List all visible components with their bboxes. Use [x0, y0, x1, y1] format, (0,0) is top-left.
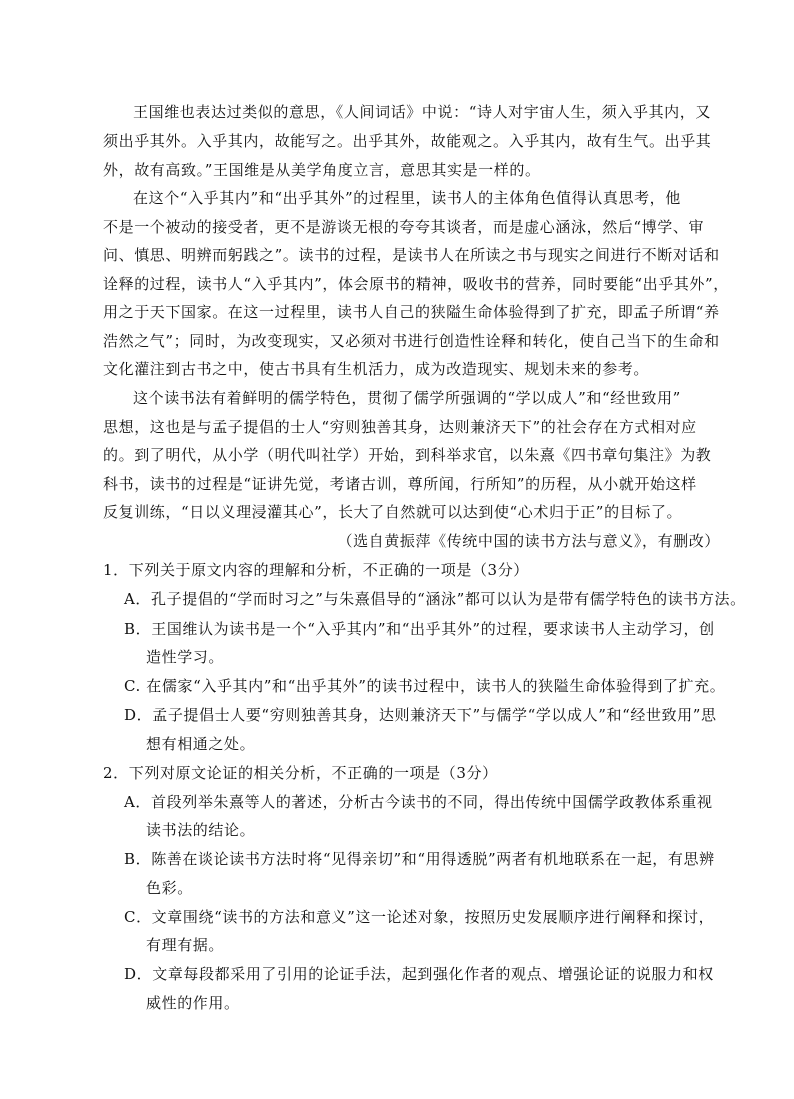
- passage-line: 这个读书法有着鲜明的儒学特色，贯彻了儒学所强调的“学以成人”和“经世致用”: [133, 389, 681, 407]
- passage-line: 在这个“入乎其内”和“出乎其外”的过程里，读书人的主体角色值得认真思考，他: [133, 189, 681, 207]
- option-a: A．首段列举朱熹等人的著述，分析古今读书的不同，得出传统中国儒学政教体系重视: [124, 793, 713, 811]
- option-c: C．文章围绕“读书的方法和意义”这一论述对象，按照历史发展顺序进行阐释和探讨，: [124, 908, 715, 926]
- passage-line: 不是一个被动的接受者，更不是游谈无根的夸夸其谈者，而是虚心涵泳，然后“博学、审: [103, 218, 705, 236]
- option-c: C. 在儒家“入乎其内”和“出乎其外”的读书过程中，读书人的狭隘生命体验得到了扩充。: [124, 677, 726, 695]
- option-d: D．孟子提倡士人要“穷则独善其身，达则兼济天下”与儒学“学以成人”和“经世致用”思: [124, 706, 717, 724]
- option-b-cont: 造性学习。: [146, 648, 225, 666]
- option-c-cont: 有理有据。: [146, 936, 225, 954]
- passage-line: 文化灌注到古书之中，使古书具有生机活力，成为改造现实、规划未来的参考。: [103, 360, 650, 378]
- passage-line: 须出乎其外。入乎其内，故能写之。出乎其外，故能观之。入乎其内，故有生气。出乎其: [103, 132, 712, 150]
- option-b-cont: 色彩。: [146, 879, 193, 897]
- question-stem: 2．下列对原文论证的相关分析，不正确的一项是（3分）: [103, 764, 498, 782]
- option-b: B．王国维认为读书是一个“入乎其内”和“出乎其外”的过程，要求读书人主动学习，创: [124, 620, 715, 638]
- option-d-cont: 威性的作用。: [146, 994, 240, 1012]
- source-citation: （选自黄振萍《传统中国的读书方法与意义》，有删改）: [337, 532, 720, 550]
- option-a: A．孔子提倡的“学而时习之”与朱熹倡导的“涵泳”都可以认为是带有儒学特色的读书方法。: [124, 590, 746, 608]
- option-a-cont: 读书法的结论。: [146, 821, 256, 839]
- passage-line: 问、慎思、明辨而躬践之”。读书的过程，是读书人在所读之书与现实之间进行不断对话和: [103, 246, 720, 264]
- passage-line: 科书，读书的过程是“证讲先觉，考诸古训，尊所闻，行所知”的历程，从小就开始这样: [103, 475, 697, 493]
- passage-line: 的。到了明代，从小学（明代叫社学）开始，到科举求官，以朱熹《四书章句集注》为教: [103, 446, 712, 464]
- passage-line: 王国维也表达过类似的意思，《人间词话》中说：“诗人对宇宙人生，须入乎其内，又: [133, 103, 711, 121]
- passage-line: 诠释的过程，读书人“入乎其内”，体会原书的精神，吸收书的营养，同时要能“出乎其外”，: [103, 275, 729, 293]
- passage-line: 浩然之气”；同时，为改变现实，又必须对书进行创造性诠释和转化，使自己当下的生命和: [103, 332, 720, 350]
- passage-line: 思想，这也是与孟子提倡的士人“穷则独善其身，达则兼济天下”的社会存在方式相对应: [103, 418, 697, 436]
- option-d-cont: 想有相通之处。: [146, 735, 256, 753]
- passage-line: 外，故有高致。”王国维是从美学角度立言，意思其实是一样的。: [103, 161, 541, 179]
- question-stem: 1．下列关于原文内容的理解和分析，不正确的一项是（3分）: [103, 561, 529, 579]
- passage-line: 用之于天下国家。在这一过程里，读书人自己的狭隘生命体验得到了扩充，即孟子所谓“养: [103, 303, 720, 321]
- option-d: D．文章每段都采用了引用的论证手法，起到强化作者的观点、增强论证的说服力和权: [124, 965, 714, 983]
- option-b: B．陈善在谈论读书方法时将“见得亲切”和“用得透脱”两者有机地联系在一起，有思辨: [124, 850, 715, 868]
- passage-line: 反复训练，“日以义理浸灌其心”，长大了自然就可以达到使“心术归于正”的目标了。: [103, 503, 683, 521]
